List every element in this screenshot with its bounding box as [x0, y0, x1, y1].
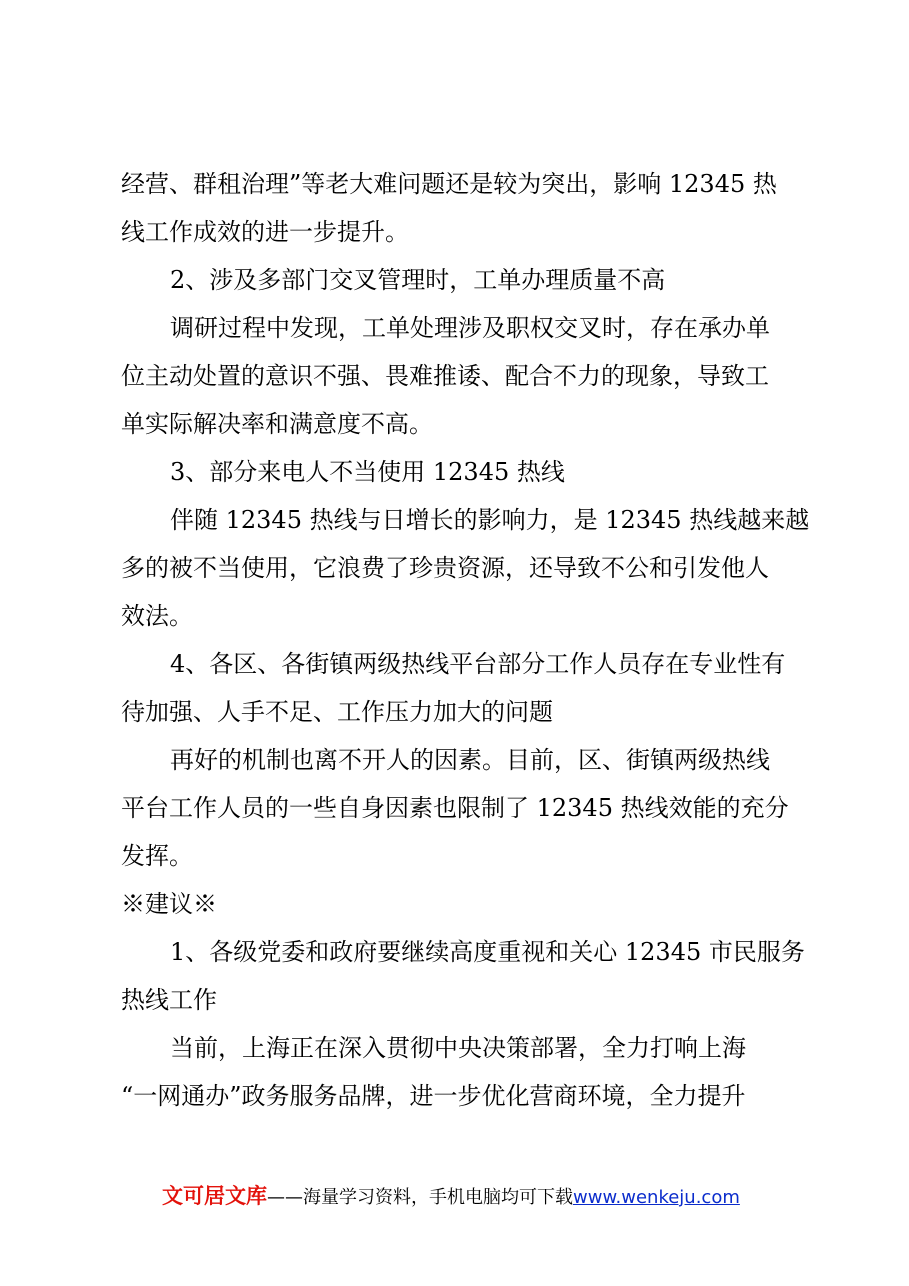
footer-dash: ——	[267, 1187, 303, 1208]
text-line: “一网通办”政务服务品牌，进一步优化营商环境，全力提升	[121, 1082, 746, 1110]
section-heading: 2、涉及多部门交叉管理时，工单办理质量不高	[170, 266, 666, 294]
footer-tagline: 海量学习资料，手机电脑均可下载	[303, 1187, 573, 1208]
section-heading: 4、各区、各街镇两级热线平台部分工作人员存在专业性有	[170, 650, 786, 678]
text-line: 再好的机制也离不开人的因素。目前，区、街镇两级热线	[170, 746, 770, 774]
text-line: 调研过程中发现，工单处理涉及职权交叉时，存在承办单	[170, 314, 770, 342]
text-line: 位主动处置的意识不强、畏难推诿、配合不力的现象，导致工	[121, 362, 769, 390]
text-line: 经营、群租治理”等老大难问题还是较为突出，影响 12345 热	[121, 170, 777, 198]
text-line: 伴随 12345 热线与日增长的影响力，是 12345 热线越来越	[170, 506, 810, 534]
section-heading: 3、部分来电人不当使用 12345 热线	[170, 458, 565, 486]
section-heading-continued: 待加强、人手不足、工作压力加大的问题	[121, 698, 553, 726]
text-line: 多的被不当使用，它浪费了珍贵资源，还导致不公和引发他人	[121, 554, 769, 582]
text-line: 平台工作人员的一些自身因素也限制了 12345 热线效能的充分	[121, 794, 789, 822]
document-body	[121, 160, 810, 1120]
suggestions-heading: ※建议※	[121, 890, 217, 918]
text-line: 效法。	[121, 602, 193, 630]
text-line: 当前，上海正在深入贯彻中央决策部署，全力打响上海	[170, 1034, 746, 1062]
section-heading: 1、各级党委和政府要继续高度重视和关心 12345 市民服务	[170, 938, 805, 966]
text-line: 单实际解决率和满意度不高。	[121, 410, 433, 438]
text-line: 发挥。	[121, 842, 193, 870]
footer-website-link[interactable]: www.wenkeju.com	[573, 1187, 740, 1208]
footer-banner	[162, 1180, 740, 1212]
text-line: 线工作成效的进一步提升。	[121, 218, 409, 246]
footer-brand-logo-text: 文可居文库	[162, 1184, 267, 1208]
section-heading-continued: 热线工作	[121, 986, 217, 1014]
